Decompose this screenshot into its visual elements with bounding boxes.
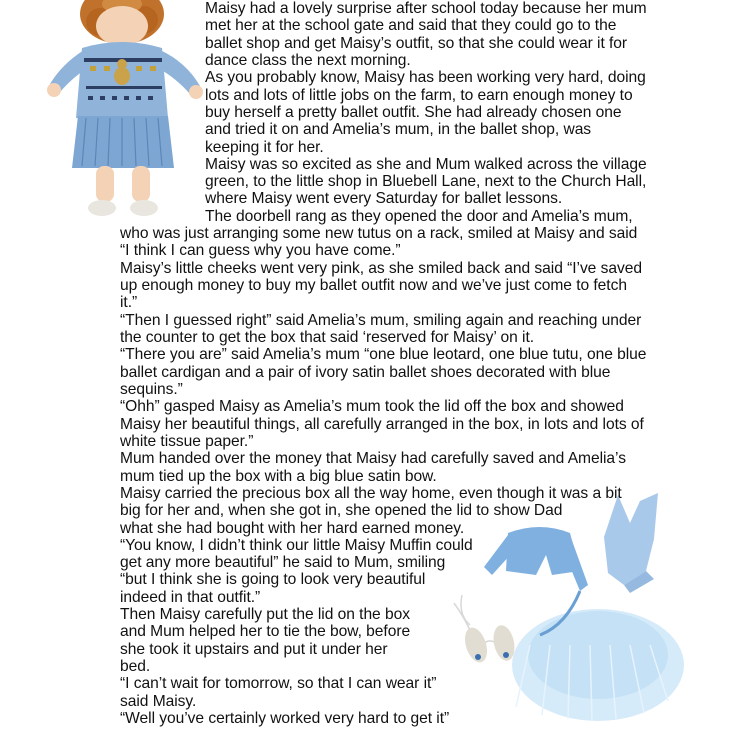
story-line: indeed in that outfit.” xyxy=(120,588,261,606)
story-line: “I think I can guess why you have come.” xyxy=(120,242,401,260)
story-line: The doorbell rang as they opened the door and Amelia’s mum, xyxy=(205,207,633,225)
story-line: dance class the next morning. xyxy=(205,51,411,69)
story-line: Maisy carried the precious box all the way home, even though it was a bit xyxy=(120,484,622,502)
story-line: Maisy her beautiful things, all carefully arranged in the box, in lots and lots of xyxy=(120,415,644,433)
story-line: keeping it for her. xyxy=(205,138,324,156)
story-line: “Then I guessed right” said Amelia’s mum, smiling again and reaching under xyxy=(120,311,642,329)
story-line: lots and lots of little jobs on the farm, to earn enough money to xyxy=(205,86,633,104)
story-line: “I can’t wait for tomorrow, so that I can wear it” xyxy=(120,675,437,693)
story-line: and tried it on and Amelia’s mum, in the ballet shop, was xyxy=(205,121,592,139)
story-line: Maisy was so excited as she and Mum walked across the village xyxy=(205,155,647,173)
story-line: met her at the school gate and said that they could go to the xyxy=(205,17,617,35)
story-line: ballet shop and get Maisy’s outfit, so that she could wear it for xyxy=(205,34,628,52)
knitted-doll-image xyxy=(40,0,210,226)
story-line: get any more beautiful” he said to Mum, smiling xyxy=(120,554,446,572)
story-line: buy herself a pretty ballet outfit. She had already chosen one xyxy=(205,103,622,121)
story-line: “Ohh” gasped Maisy as Amelia’s mum took the lid off the box and showed xyxy=(120,398,624,416)
story-line: where Maisy went every Saturday for ballet lessons. xyxy=(205,190,563,208)
story-line: sequins.” xyxy=(120,380,183,398)
story-line: who was just arranging some new tutus on a rack, smiled at Maisy and said xyxy=(120,225,638,243)
story-line: green, to the little shop in Bluebell Lane, next to the Church Hall, xyxy=(205,173,647,191)
story-line: said Maisy. xyxy=(120,692,197,710)
story-line: ballet cardigan and a pair of ivory satin ballet shoes decorated with blue xyxy=(120,363,611,381)
story-line: Then Maisy carefully put the lid on the box xyxy=(120,606,410,624)
story-line: big for her and, when she got in, she opened the lid to show Dad xyxy=(120,502,563,520)
story-line: As you probably know, Maisy has been working very hard, doing xyxy=(205,69,646,87)
story-line: “You know, I didn’t think our little Maisy Muffin could xyxy=(120,536,473,554)
story-line: mum tied up the box with a big blue satin bow. xyxy=(120,467,437,485)
story-line: Mum handed over the money that Maisy had carefully saved and Amelia’s xyxy=(120,450,626,468)
story-line: bed. xyxy=(120,658,151,676)
story-line: “There you are” said Amelia’s mum “one blue leotard, one blue tutu, one blue xyxy=(120,346,647,364)
story-line: Maisy had a lovely surprise after school today because her mum xyxy=(205,0,647,17)
story-line: what she had bought with her hard earned money. xyxy=(120,519,465,537)
story-line: she took it upstairs and put it under her xyxy=(120,640,388,658)
story-line: the counter to get the box that said ‘reserved for Maisy’ on it. xyxy=(120,329,535,347)
story-line: and Mum helped her to tie the bow, before xyxy=(120,623,411,641)
story-line: white tissue paper.” xyxy=(120,432,254,450)
story-line: “Well you’ve certainly worked very hard to get it” xyxy=(120,710,450,728)
story-line: “but I think she is going to look very beautiful xyxy=(120,571,426,589)
story-line: up enough money to buy my ballet outfit now and we’ve just come to fetch xyxy=(120,277,627,295)
story-line: it.” xyxy=(120,294,138,312)
story-line: Maisy’s little cheeks went very pink, as she smiled back and said “I’ve saved xyxy=(120,259,642,277)
